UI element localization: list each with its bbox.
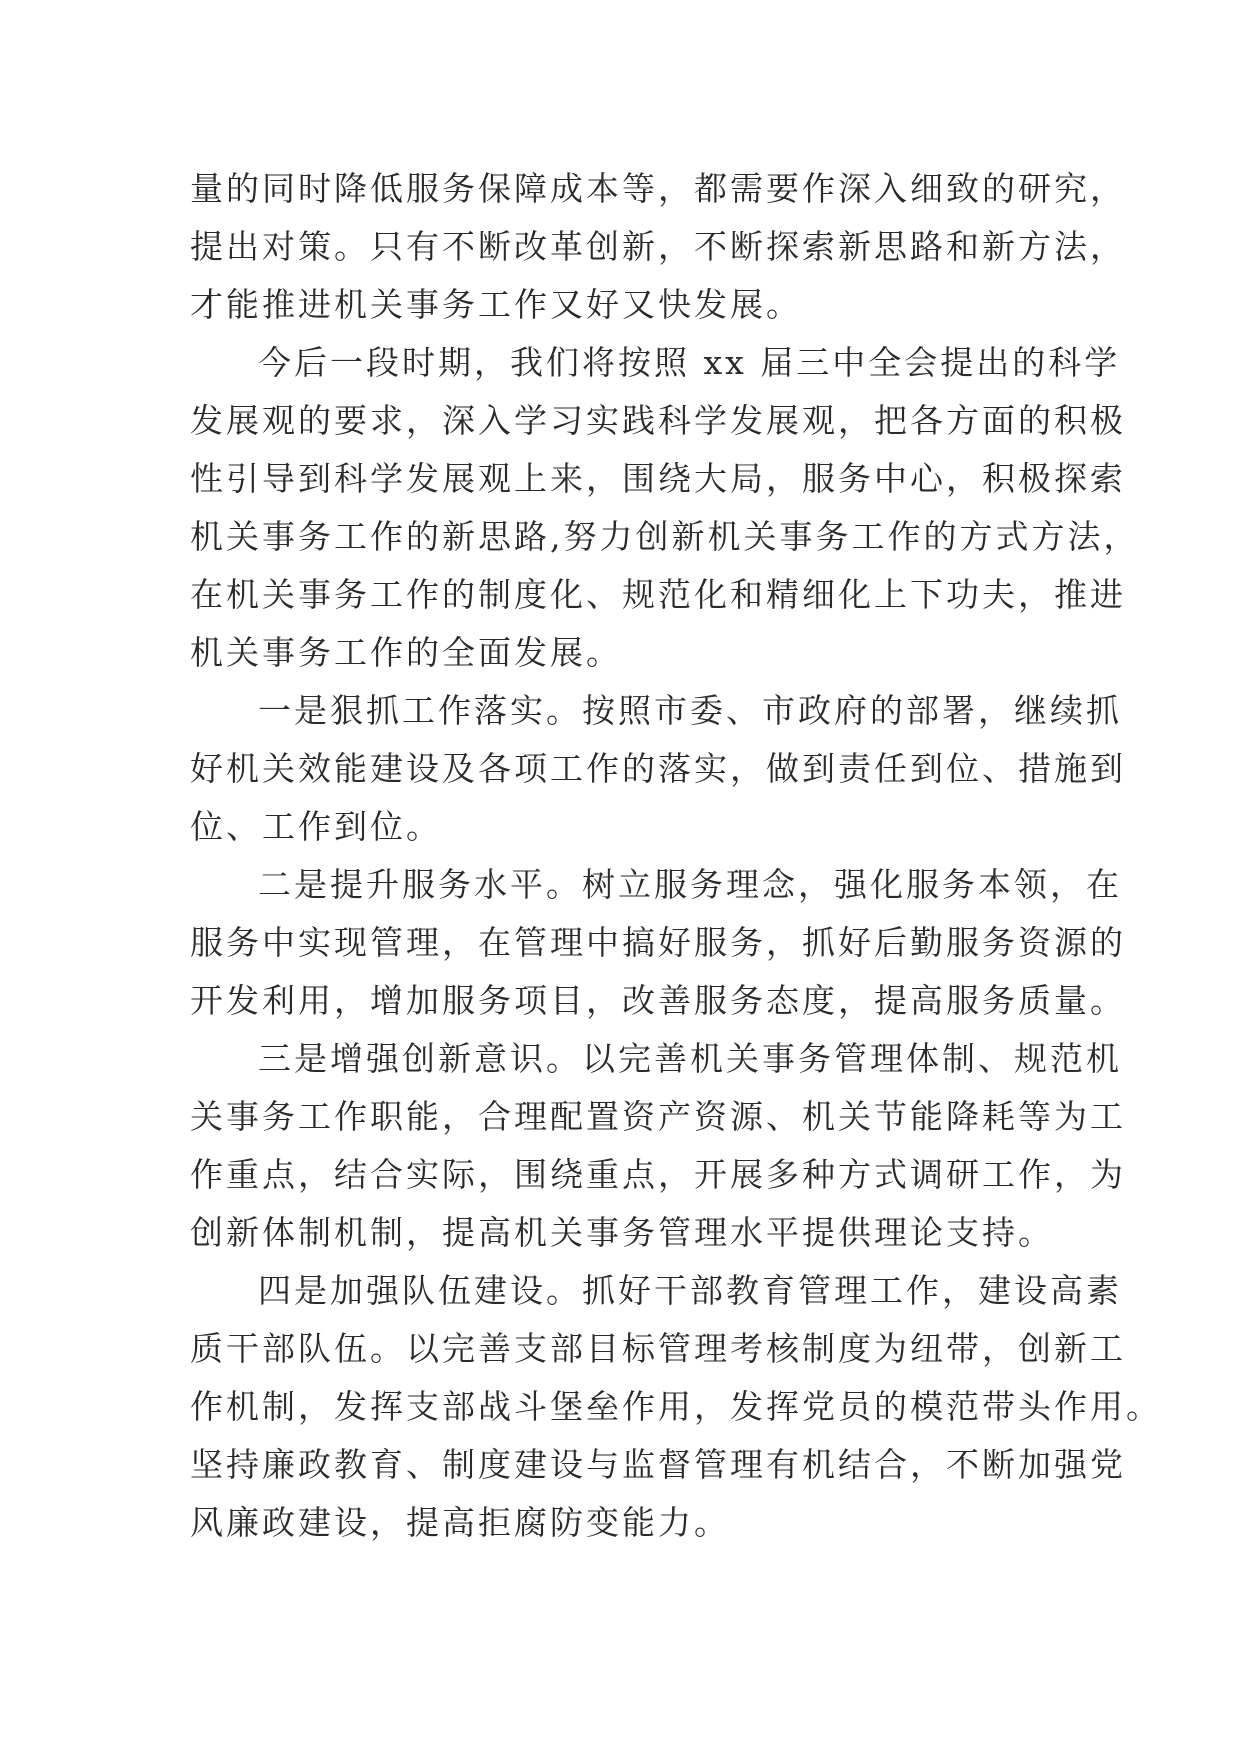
paragraph	[190, 334, 1140, 682]
text-line: 关事务工作职能，合理配置资产资源、机关节能降耗等为工	[190, 1097, 1126, 1136]
text-line: 四是加强队伍建设。抓好干部教育管理工作，建设高素	[258, 1271, 1122, 1310]
text-line: 风廉政建设，提高拒腐防变能力。	[190, 1503, 730, 1542]
text-line: 一是狠抓工作落实。按照市委、市政府的部署，继续抓	[258, 691, 1122, 730]
text-line: 质干部队伍。以完善支部目标管理考核制度为纽带，创新工	[190, 1329, 1126, 1368]
text-line: 性引导到科学发展观上来，围绕大局，服务中心，积极探索	[190, 459, 1126, 498]
paragraph	[190, 1262, 1162, 1552]
text-line: 机关事务工作的全面发展。	[190, 633, 622, 672]
text-line: 在机关事务工作的制度化、规范化和精细化上下功夫，推进	[190, 575, 1126, 614]
text-line: 今后一段时期，我们将按照 xx 届三中全会提出的科学	[258, 343, 1121, 382]
text-line: 作机制，发挥支部战斗堡垒作用，发挥党员的模范带头作用。	[190, 1387, 1162, 1426]
paragraph	[190, 682, 1126, 856]
text-line: 机关事务工作的新思路,努力创新机关事务工作的方式方法，	[190, 517, 1140, 556]
document-body	[190, 160, 1162, 1552]
text-line: 提出对策。只有不断改革创新，不断探索新思路和新方法，	[190, 227, 1126, 266]
text-line: 发展观的要求，深入学习实践科学发展观，把各方面的积极	[190, 401, 1126, 440]
text-line: 好机关效能建设及各项工作的落实，做到责任到位、措施到	[190, 749, 1126, 788]
paragraph	[190, 160, 1126, 334]
text-line: 量的同时降低服务保障成本等，都需要作深入细致的研究，	[190, 169, 1126, 208]
text-line: 三是增强创新意识。以完善机关事务管理体制、规范机	[258, 1039, 1122, 1078]
text-line: 二是提升服务水平。树立服务理念，强化服务本领，在	[258, 865, 1122, 904]
paragraph	[190, 856, 1126, 1030]
text-line: 作重点，结合实际，围绕重点，开展多种方式调研工作，为	[190, 1155, 1126, 1194]
text-line: 才能推进机关事务工作又好又快发展。	[190, 285, 802, 324]
text-line: 坚持廉政教育、制度建设与监督管理有机结合，不断加强党	[190, 1445, 1126, 1484]
text-line: 位、工作到位。	[190, 807, 442, 846]
paragraph	[190, 1030, 1126, 1262]
text-line: 开发利用，增加服务项目，改善服务态度，提高服务质量。	[190, 981, 1126, 1020]
text-line: 创新体制机制，提高机关事务管理水平提供理论支持。	[190, 1213, 1054, 1252]
text-line: 服务中实现管理，在管理中搞好服务，抓好后勤服务资源的	[190, 923, 1126, 962]
